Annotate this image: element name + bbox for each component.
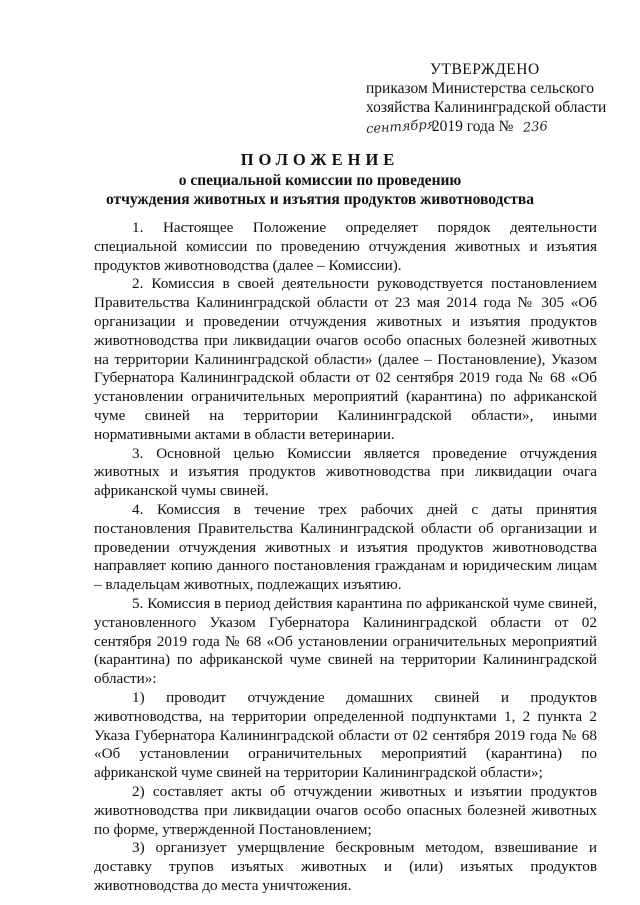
approval-year: 2019 года № [431, 118, 514, 135]
approval-heading: УТВЕРЖДЕНО [430, 61, 540, 78]
approval-stamp [366, 60, 616, 137]
paragraph-2: 2. Комиссия в своей деятельности руководствуется постановлением Правительства Калининградской области от 23 мая 2014 года № 305 «Об организации и проведении отчуждения животных и изъятия продуктов животноводства при ликвидации очагов особо опасных болезней животных на территории Калининградской области» (далее – Постановление), Указом Губернатора Калининградской области от 02 сентября 2019 года № 68 «Об установлении ограничительных мероприятий (карантина) по африканской чуме свиней на территории Калининградской области», иными нормативными актами в области ветеринарии. [94, 275, 597, 443]
document-body [94, 219, 597, 896]
approval-date-line [366, 117, 616, 137]
title-subtitle-1: о специальной комиссии по проведению [178, 172, 462, 189]
paragraph-3: 3. Основной целью Комиссии является проведение отчуждения животных и изъятия продуктов животноводства при ликвидации очага африканской чумы свиней. [94, 444, 597, 500]
title-main: ПОЛОЖЕНИЕ [240, 150, 400, 169]
paragraph-1: 1. Настоящее Положение определяет порядок деятельности специальной комиссии по проведению отчуждения животных и изъятия продуктов животноводства (далее – Комиссии). [94, 219, 597, 274]
approval-line-2: хозяйства Калининградской области [366, 99, 607, 116]
handwritten-month: сентября [365, 117, 436, 138]
subparagraph-2: 2) составляет акты об отчуждении животных и изъятии продуктов животноводства при ликвидации очагов особо опасных болезней животных по форме, утвержденной Постановлением; [94, 782, 597, 838]
paragraph-4: 4. Комиссия в течение трех рабочих дней с даты принятия постановления Правительства Калининградской области об организации и проведении отчуждения животных и изъятия продуктов животноводства направляет копию данного постановления гражданам и юридическим лицам – владельцам животных, подлежащих изъятию. [94, 500, 597, 594]
paragraph-5: 5. Комиссия в период действия карантина по африканской чуме свиней, установленного Указом Губернатора Калининградской области от 02 сентября 2019 года № 68 «Об установлении ограничительных мероприятий (карантина) по африканской чуме свиней на территории Калининградской области»: [94, 594, 597, 688]
title-subtitle-2: отчуждения животных и изъятия продуктов животноводства [105, 191, 534, 208]
document-title [100, 150, 540, 209]
approval-line-1: приказом Министерства сельского [366, 80, 595, 97]
handwritten-order-number: 236 [522, 119, 549, 136]
subparagraph-1: 1) проводит отчуждение домашних свиней и продуктов животноводства, на территории определенной подпунктами 1, 2 пункта 2 Указа Губернатора Калининградской области от 02 сентября 2019 года № 68 «Об установлении ограничительных мероприятий (карантина) по африканской чуме свиней на территории Калининградской области»; [94, 688, 597, 782]
subparagraph-3: 3) организует умерщвление бескровным методом, взвешивание и доставку трупов изъятых животных и (или) изъятых продуктов животноводства до места уничтожения. [94, 839, 597, 894]
